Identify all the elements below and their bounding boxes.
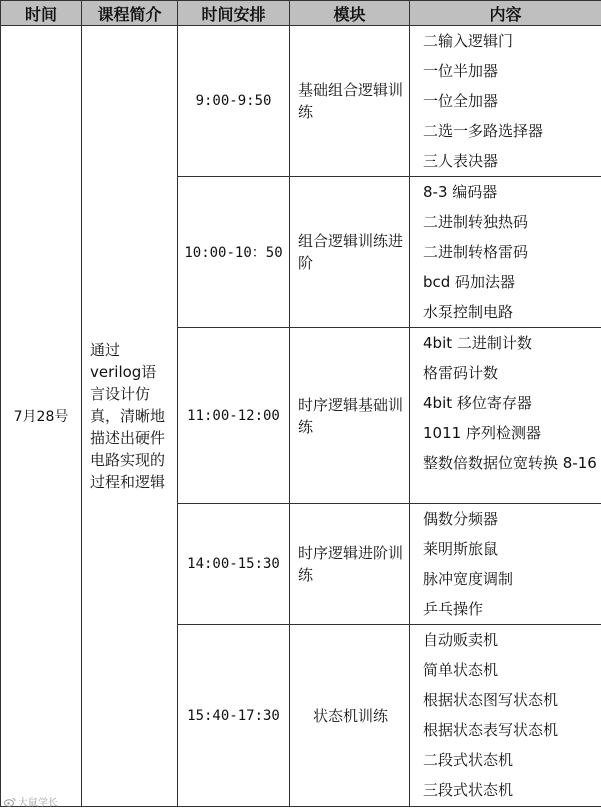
content-item: 三人表决器 (423, 152, 499, 170)
header-content: 内容 (410, 1, 601, 26)
content-item: 脉冲宽度调制 (423, 570, 514, 588)
content-item: 一位全加器 (423, 92, 499, 110)
session-content (410, 328, 601, 504)
session-time: 14:00-15:30 (178, 504, 290, 625)
content-item: 8-3 编码器 (423, 183, 498, 201)
header-schedule: 时间安排 (178, 1, 290, 26)
content-item: 一位半加器 (423, 62, 499, 80)
content-item: 三段式状态机 (423, 781, 514, 799)
session-module: 时序逻辑进阶训练 (290, 504, 410, 625)
session-content (410, 504, 601, 625)
watermark-text: 大鼠学长 (18, 798, 58, 809)
content-item: 根据状态表写状态机 (423, 721, 559, 739)
content-item: 二进制转格雷码 (423, 243, 529, 261)
header-intro: 课程简介 (82, 1, 178, 26)
session-module: 状态机训练 (290, 625, 410, 807)
session-content (410, 26, 601, 177)
intro-cell: 通过verilog语言设计仿真，清晰地描述出硬件电路实现的过程和逻辑 (82, 26, 178, 807)
session-time: 9:00-9:50 (178, 26, 290, 177)
content-item: 1011 序列检测器 (423, 424, 541, 442)
content-item: 格雷码计数 (423, 364, 499, 382)
header-row (1, 1, 601, 26)
content-item: 4bit 移位寄存器 (423, 394, 532, 412)
date-cell: 7月28号 (1, 26, 82, 807)
weibo-icon (4, 797, 16, 807)
content-item: 整数倍数据位宽转换 8-16 (423, 454, 597, 472)
content-item: 二段式状态机 (423, 751, 514, 769)
content-item: 乒乓操作 (423, 600, 484, 618)
header-module: 模块 (290, 1, 410, 26)
session-content (410, 177, 601, 328)
session-module: 基础组合逻辑训练 (290, 26, 410, 177)
content-item: 水泵控制电路 (423, 303, 514, 321)
content-item: 二选一多路选择器 (423, 122, 544, 140)
session-module: 组合逻辑训练进阶 (290, 177, 410, 328)
content-item: 二输入逻辑门 (423, 32, 514, 50)
session-time: 10:00-10：50 (178, 177, 290, 328)
content-item: 简单状态机 (423, 661, 499, 679)
content-item: 根据状态图写状态机 (423, 691, 559, 709)
content-item: 二进制转独热码 (423, 213, 529, 231)
session-content (410, 625, 601, 807)
content-item: 偶数分频器 (423, 510, 499, 528)
session-time: 15:40-17:30 (178, 625, 290, 807)
header-time: 时间 (1, 1, 82, 26)
session-module: 时序逻辑基础训练 (290, 328, 410, 504)
watermark (4, 794, 58, 809)
content-item: 4bit 二进制计数 (423, 334, 532, 352)
session-time: 11:00-12:00 (178, 328, 290, 504)
content-item: 莱明斯旅鼠 (423, 540, 499, 558)
session-row (1, 26, 601, 177)
content-item: 自动贩卖机 (423, 631, 499, 649)
content-item: bcd 码加法器 (423, 273, 516, 291)
